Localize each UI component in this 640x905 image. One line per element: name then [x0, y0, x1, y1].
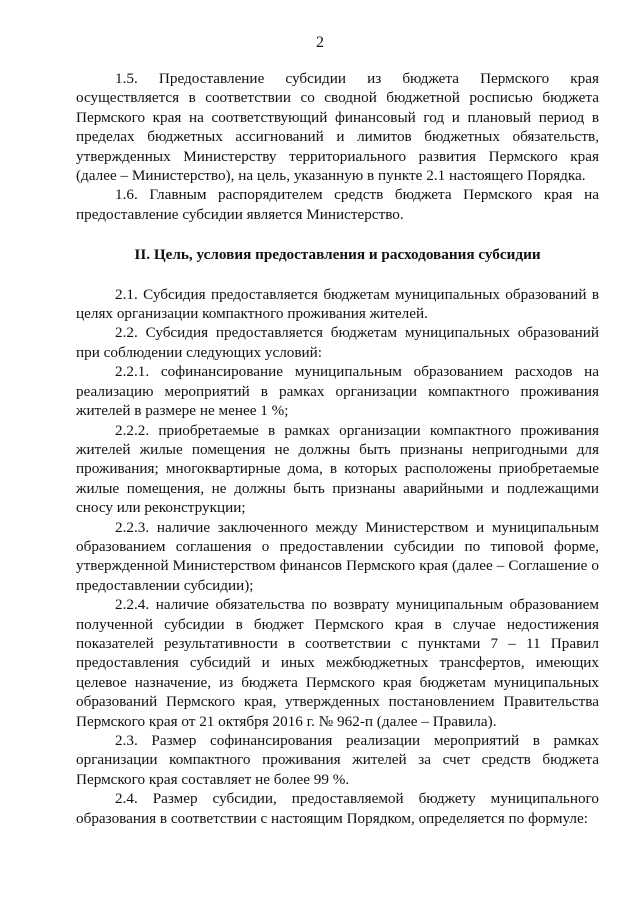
paragraph-2-3: 2.3. Размер софинансирования реализации мероприятий в рамках организации компактного проживания жителей за счет средств бюджета Пермского края составляет не более 99 %. — [76, 732, 599, 788]
document-body — [76, 69, 599, 828]
paragraph-2-1: 2.1. Субсидия предоставляется бюджетам муниципальных образований в целях организации компактного проживания жителей. — [76, 285, 599, 323]
paragraph-2-2-1: 2.2.1. софинансирование муниципальным образованием расходов на реализацию мероприятий в рамках организации компактного проживания жителей в размере не менее 1 %; — [76, 363, 599, 420]
paragraph-2-2: 2.2. Субсидия предоставляется бюджетам муниципальных образований при соблюдении следующих условий: — [76, 324, 599, 361]
paragraph-1-5: 1.5. Предоставление субсидии из бюджета Пермского края осуществляется в соответствии со сводной бюджетной росписью бюджета Пермского края на соответствующий финансовый год и плановый период в пределах бюджетных ассигнований и лимитов бюджетных обязательств, утвержденных Министерству территориального развития Пермского края (далее – Министерство), на цель, указанную в пункте 2.1 настоящего Порядка. — [76, 70, 599, 185]
paragraph-1-6: 1.6. Главным распорядителем средств бюджета Пермского края на предоставление субсидии является Министерство. — [76, 186, 599, 223]
paragraph-2-2-4: 2.2.4. наличие обязательства по возврату муниципальным образованием полученной субсидии в бюджет Пермского края в случае недостижения показателей результативности в соответствии с пунктами 7 – 11 Правил предоставления субсидий и иных межбюджетных трансфертов, имеющих целевое назначение, из бюджета Пермского края бюджетам муниципальных образований Пермского края, утвержденных постановлением Правительства Пермского края от 21 октября 2016 г. № 962-п (далее – Правила). — [76, 596, 599, 730]
page-number: 2 — [316, 34, 324, 51]
section-heading: II. Цель, условия предоставления и расходования субсидии — [134, 246, 541, 264]
paragraph-2-2-3: 2.2.3. наличие заключенного между Министерством и муниципальным образованием соглашения о предоставлении субсидии по типовой форме, утвержденной Министерством финансов Пермского края (далее – Соглашение о предоставлении субсидии); — [76, 518, 599, 594]
paragraph-2-4: 2.4. Размер субсидии, предоставляемой бюджету муниципального образования в соответствии с настоящим Порядком, определяется по формуле: — [76, 790, 599, 827]
paragraph-2-2-2: 2.2.2. приобретаемые в рамках организации компактного проживания жителей жилые помещения не должны быть признаны непригодными для проживания; многоквартирные дома, в которых расположены приобретаемые жилые помещения, не должны быть признаны аварийными и подлежащими сносу или реконструкции; — [76, 421, 599, 517]
